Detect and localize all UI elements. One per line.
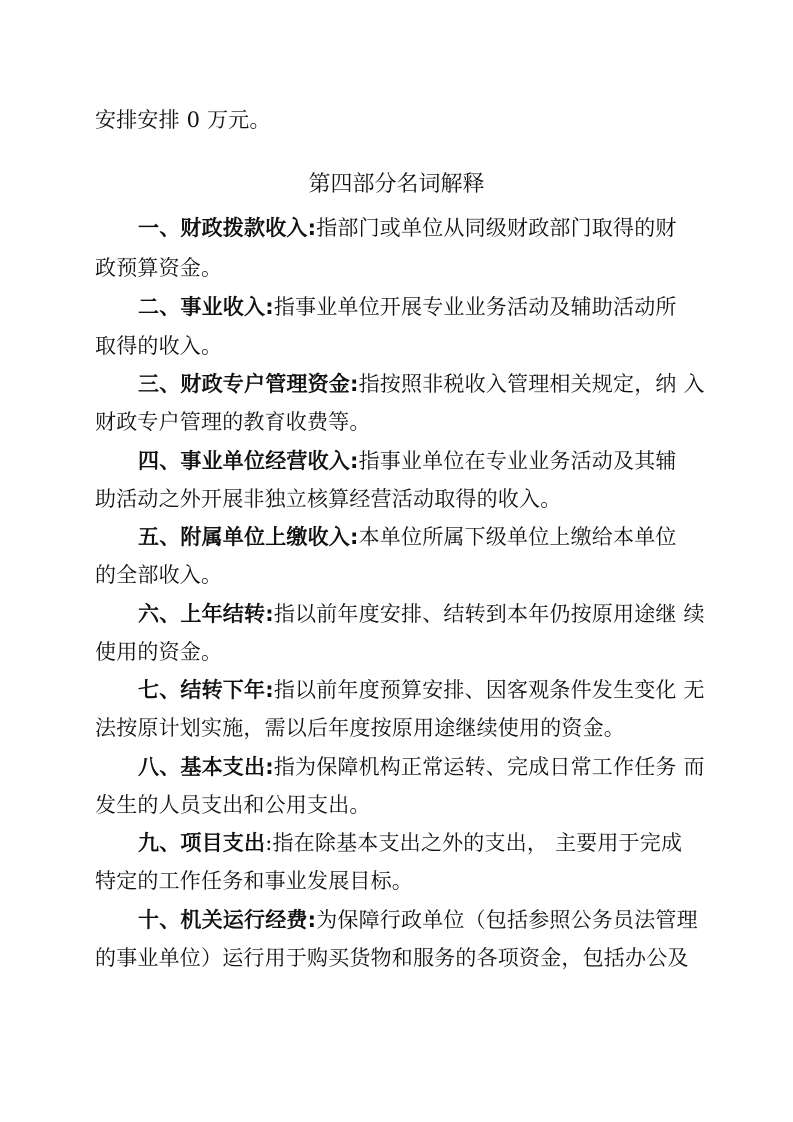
definition-1-line2: 政预算资金。	[95, 256, 223, 280]
definition-5-text: 本单位所属下级单位上缴给本单位	[358, 525, 677, 549]
definition-6-line2: 使用的资金。	[95, 640, 223, 664]
definition-10-term: 十、机关运行经费:	[138, 908, 317, 932]
definition-4-term: 四、事业单位经营收入:	[138, 449, 359, 473]
definition-8-term: 八、基本支出:	[138, 755, 274, 779]
definition-1-text: 指部门或单位从同级财政部门取得的财	[316, 216, 677, 240]
definition-4-line1	[138, 447, 677, 475]
definition-6-term: 六、上年结转:	[138, 602, 274, 626]
definition-2-line2: 取得的收入。	[95, 334, 223, 358]
definition-6-text: 指以前年度安排、结转到本年仍按原用途继 续	[273, 602, 705, 626]
definition-2-line1	[138, 293, 677, 321]
definition-1-term: 一、财政拨款收入:	[138, 216, 317, 240]
definition-9-line1	[138, 829, 682, 857]
definition-2-text: 指事业单位开展专业业务活动及辅助活动所	[273, 295, 677, 319]
definition-7-text: 指以前年度预算安排、因客观条件发生变化 无	[273, 678, 705, 702]
definition-9-term: 九、项目支出	[138, 831, 266, 855]
definition-4-text: 指事业单位在专业业务活动及其辅	[358, 449, 677, 473]
section-title: 第四部分名词解释	[308, 172, 485, 197]
definition-6-line1	[138, 600, 705, 628]
definition-10-line1	[138, 906, 698, 934]
intro-line: 安排安排 0 万元。	[95, 108, 271, 132]
definition-3-line2: 财政专户管理的教育收费等。	[95, 410, 371, 434]
definition-4-line2: 助活动之外开展非独立核算经营活动取得的收入。	[95, 487, 562, 511]
definition-2-term: 二、事业收入:	[138, 295, 274, 319]
definition-3-term: 三、财政专户管理资金:	[138, 372, 359, 396]
definition-8-text: 指为保障机构正常运转、完成日常工作任务 而	[273, 755, 705, 779]
definition-1-line1	[138, 214, 677, 242]
definition-10-text: 为保障行政单位（包括参照公务员法管理	[316, 908, 698, 932]
definition-7-term: 七、结转下年:	[138, 678, 274, 702]
definition-5-term: 五、附属单位上缴收入:	[138, 525, 359, 549]
definition-10-line2: 的事业单位）运行用于购买货物和服务的各项资金，包括办公及	[95, 946, 689, 970]
definition-8-line2: 发生的人员支出和公用支出。	[95, 793, 371, 817]
definition-7-line2: 法按原计划实施，需以后年度按原用途继续使用的资金。	[95, 716, 625, 740]
definition-5-line1	[138, 523, 677, 551]
definition-8-line1	[138, 753, 705, 781]
definition-9-text: :指在除基本支出之外的支出， 主要用于完成	[265, 831, 683, 855]
definition-5-line2: 的全部收入。	[95, 563, 223, 587]
definition-7-line1	[138, 676, 705, 704]
definition-9-line2: 特定的工作任务和事业发展目标。	[95, 869, 413, 893]
definition-3-line1	[138, 370, 705, 398]
definition-3-text: 指按照非税收入管理相关规定，纳 入	[358, 372, 705, 396]
